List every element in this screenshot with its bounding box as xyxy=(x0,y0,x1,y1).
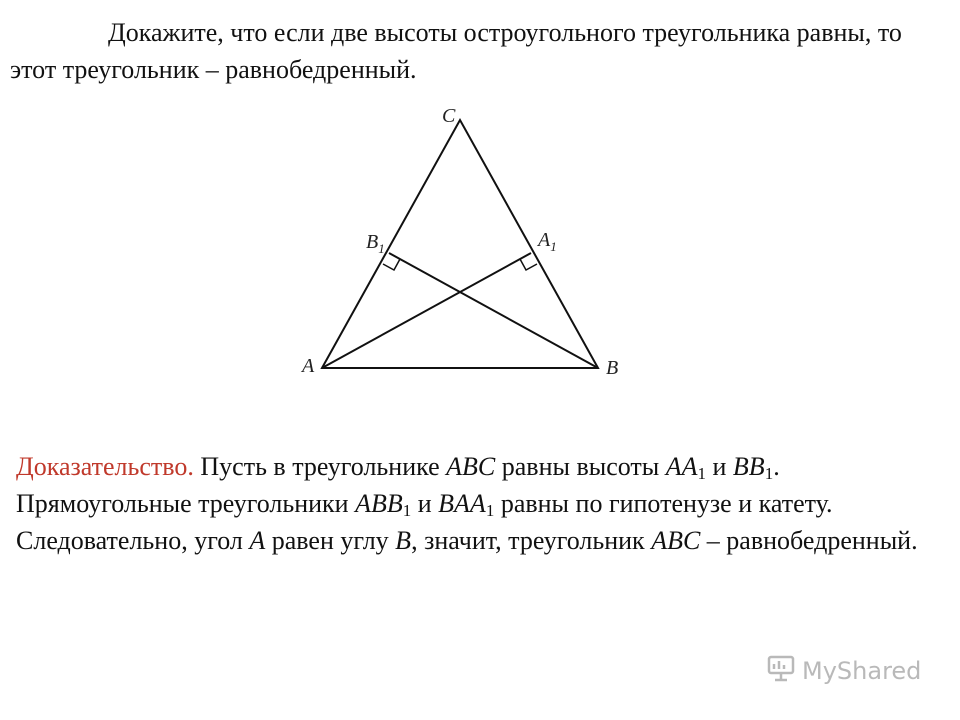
label-a: A xyxy=(302,355,315,377)
proof-paragraph: Доказательство. Пусть в треугольнике ABC равны высоты $AA_1$ и $BB_1$. Прямоугольные треугольники $ABB_1$ и $BAA_1$ равны по гипотенузе и катету. Следовательно, угол A равен углу B, значит, треугольник ABC – равнобедренный. xyxy=(16,452,918,555)
task-statement: Докажите, что если две высоты остроугольного треугольника равны, то этот треугольник – равнобедренный. xyxy=(10,18,902,84)
right-angle-mark-b1 xyxy=(383,259,400,270)
label-b1: $B_1$ xyxy=(366,231,385,256)
label-a1: $A_1$ xyxy=(538,229,557,254)
label-c: C xyxy=(442,105,456,127)
watermark-text: MyShared xyxy=(802,657,922,685)
proof-label: Доказательство. xyxy=(16,452,194,481)
label-b: B xyxy=(606,357,619,379)
myshared-watermark xyxy=(766,654,921,688)
right-angle-mark-a1 xyxy=(520,259,537,270)
triangle-figure xyxy=(290,100,650,405)
presentation-board-icon xyxy=(766,654,796,688)
triangle-diagram xyxy=(290,100,650,400)
